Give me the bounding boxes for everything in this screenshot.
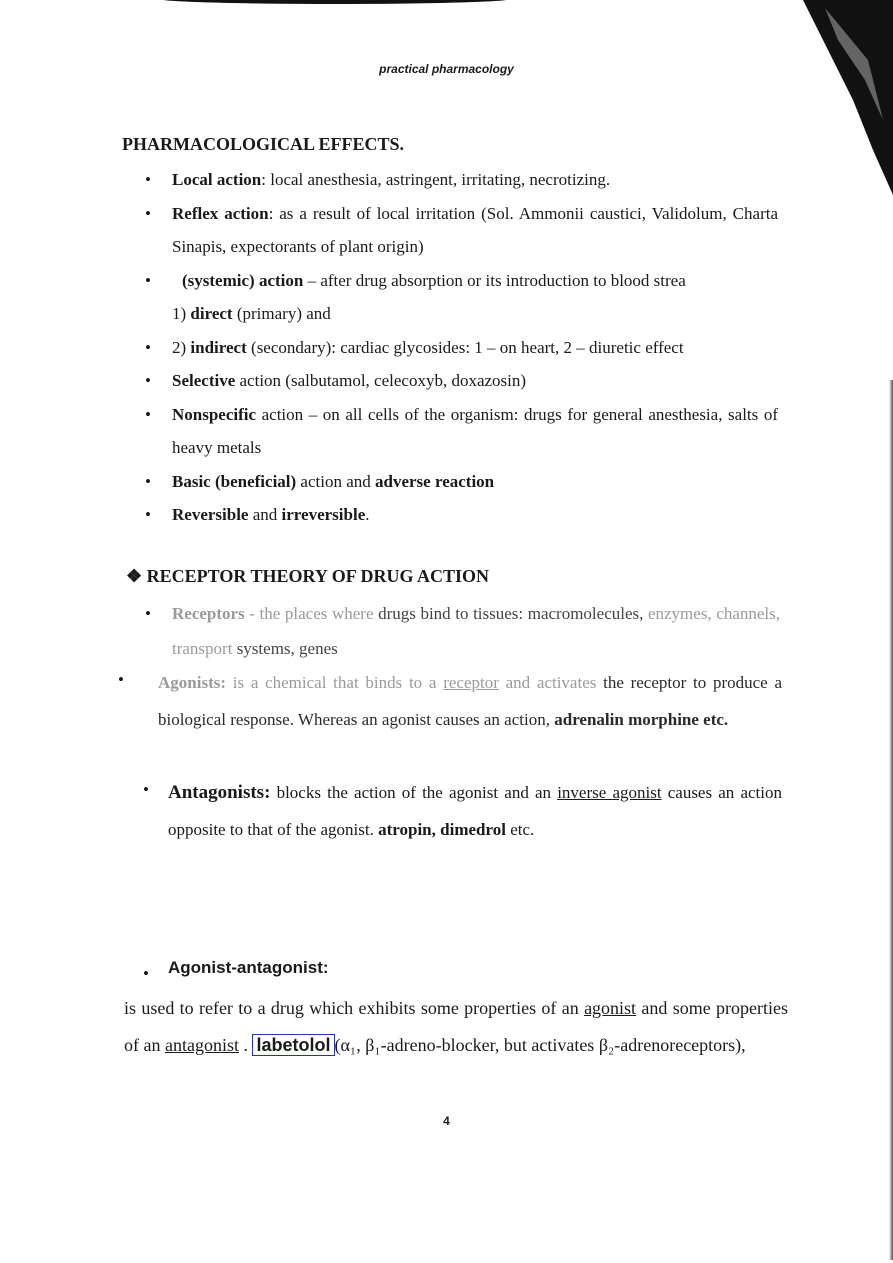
list-item: • Reflex action: as a result of local irritation (Sol. Ammonii caustici, Validolum, Charta Sinapis, expectorants of plant origin)	[172, 197, 778, 264]
agonists-item: Agonists: is a chemical that binds to a receptor and activates the receptor to produce a biological response. Whereas an agonist causes an action, adrenalin morphine etc.	[158, 673, 782, 729]
bullet-icon: •	[118, 670, 124, 689]
list-item: • Reversible and irreversible.	[172, 498, 778, 532]
list-item: 1) direct (primary) and	[172, 304, 331, 323]
effects-list	[172, 163, 778, 532]
antagonist-link[interactable]: antagonist	[164, 1035, 239, 1055]
section-title-receptor-theory: ❖ RECEPTOR THEORY OF DRUG ACTION	[126, 566, 490, 586]
list-item: • Selective action (salbutamol, celecoxyb, doxazosin)	[172, 364, 778, 398]
page-number: 4	[443, 1114, 450, 1128]
diamond-bullet-icon: ❖	[126, 566, 143, 586]
list-item: • Local action: local anesthesia, astringent, irritating, necrotizing.	[172, 163, 778, 197]
bullet-icon: •	[143, 964, 149, 983]
scan-artifact-edge	[889, 380, 893, 1260]
list-item: • Basic (beneficial) action and adverse reaction	[172, 465, 778, 499]
scan-artifact-top	[160, 0, 510, 4]
agonist-link[interactable]: agonist	[584, 998, 637, 1018]
receptor-link[interactable]: receptor	[443, 673, 499, 692]
list-item: • 2) indirect (secondary): cardiac glycosides: 1 – on heart, 2 – diuretic effect	[172, 331, 778, 365]
bullet-icon: •	[143, 780, 149, 799]
agonist-antagonist-text: is used to refer to a drug which exhibits some properties of an agonist and some properties of an antagonist . labetolol (α₁, β₁-adreno-blocker, but activates β₂-adrenoreceptors),	[124, 998, 788, 1055]
list-item: • Nonspecific action – on all cells of the organism: drugs for general anesthesia, salts of heavy metals	[172, 398, 778, 465]
section-title-effects: PHARMACOLOGICAL EFFECTS.	[122, 134, 405, 154]
receptors-item	[172, 596, 780, 666]
list-item: • Receptors - the places where drugs bind to tissues: macromolecules, enzymes, channels, transport systems, genes	[172, 596, 780, 666]
running-header: practical pharmacology	[379, 62, 514, 76]
agonist-antagonist-title: Agonist-antagonist:	[168, 958, 329, 977]
list-item: • (systemic) action – after drug absorption or its introduction to blood strea	[172, 264, 778, 298]
inverse-agonist-link[interactable]: inverse agonist	[557, 783, 662, 802]
antagonists-item: Antagonists: blocks the action of the agonist and an inverse agonist causes an action opposite to that of the agonist. atropin, dimedrol etc.	[168, 782, 782, 839]
labetolol-highlight: labetolol	[252, 1034, 334, 1056]
